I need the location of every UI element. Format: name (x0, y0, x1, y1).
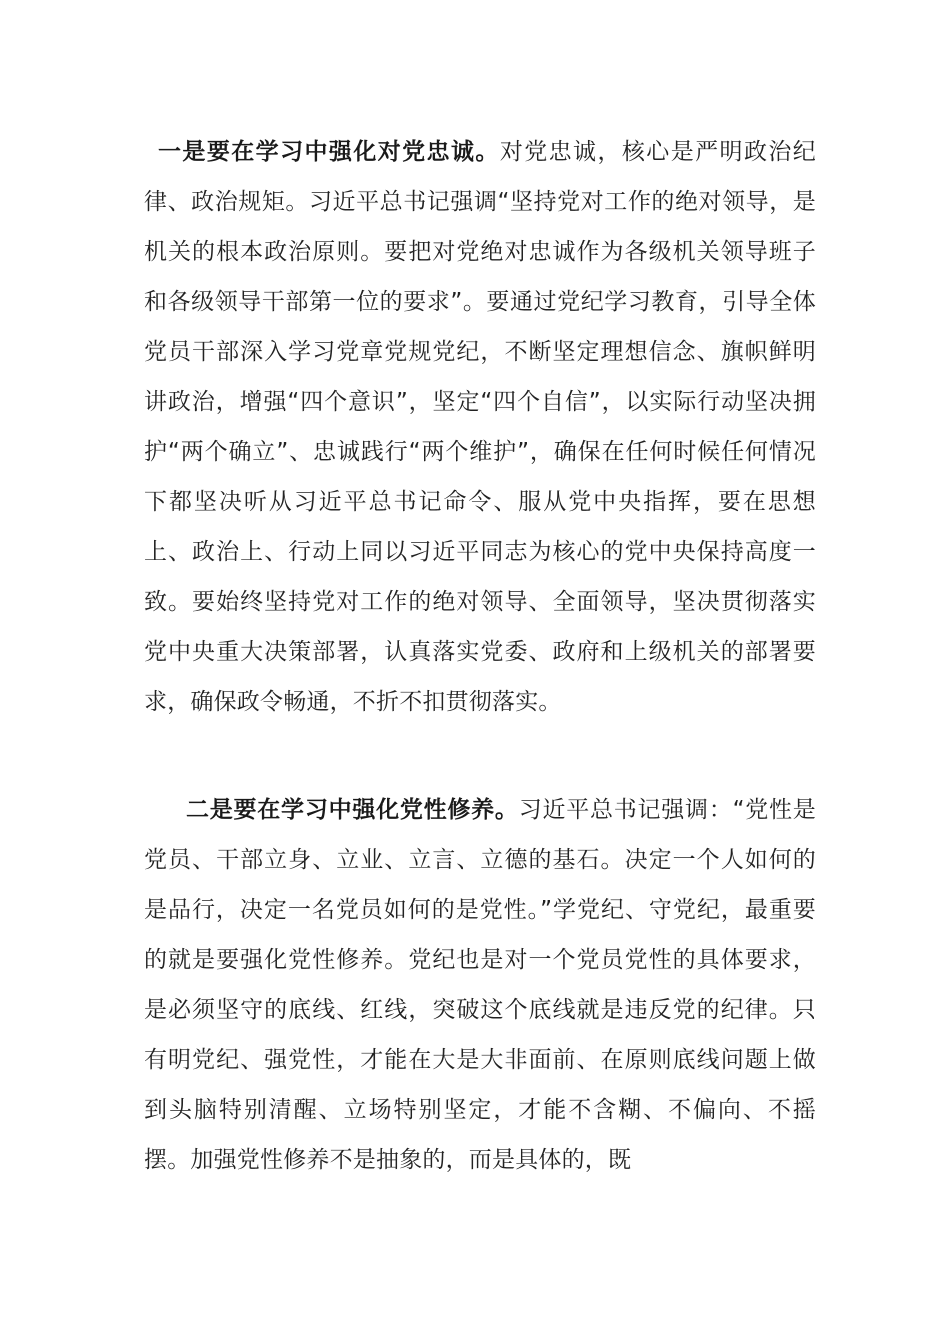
paragraph-party-spirit (144, 785, 816, 1185)
paragraph-party-loyalty (144, 127, 816, 727)
paragraph-body-text: 对党忠诚，核心是严明政治纪律、政治规矩。习近平总书记强调“坚持党对工作的绝对领导，是机关的根本政治原则。要把对党绝对忠诚作为各级机关领导班子和各级领导干部第一位的要求”。要通过党纪学习教育，引导全体党员干部深入学习党章党规党纪，不断坚定理想信念、旗帜鲜明讲政治，增强“四个意识”，坚定“四个自信”，以实际行动坚决拥护“两个确立”、忠诚践行“两个维护”，确保在任何时候任何情况下都坚决听从习近平总书记命令、服从党中央指挥，要在思想上、政治上、行动上同以习近平同志为核心的党中央保持高度一致。要始终坚持党对工作的绝对领导、全面领导，坚决贯彻落实党中央重大决策部署，认真落实党委、政府和上级机关的部署要求，确保政令畅通，不折不扣贯彻落实。 (144, 139, 816, 715)
paragraph-lead-heading: 一是要在学习中强化对党忠诚。 (158, 139, 500, 165)
paragraph-lead-heading: 二是要在学习中强化党性修养。 (186, 797, 519, 823)
paragraph-body-text: 习近平总书记强调：“党性是党员、干部立身、立业、立言、立德的基石。决定一个人如何的是品行，决定一名党员如何的是党性。”学党纪、守党纪，最重要的就是要强化党性修养。党纪也是对一个党员党性的具体要求，是必须坚守的底线、红线，突破这个底线就是违反党的纪律。只有明党纪、强党性，才能在大是大非面前、在原则底线问题上做到头脑特别清醒、立场特别坚定，才能不含糊、不偏向、不摇摆。加强党性修养不是抽象的，而是具体的，既 (144, 797, 816, 1173)
